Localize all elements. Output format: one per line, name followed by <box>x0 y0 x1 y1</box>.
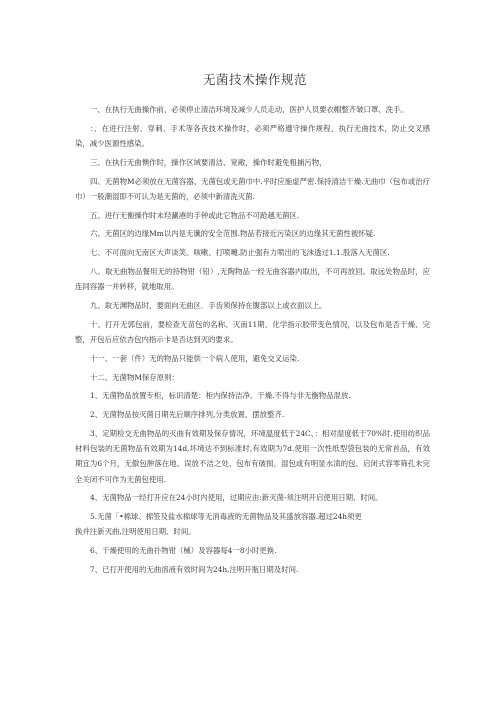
document-title: 无菌技术操作规范 <box>202 72 307 87</box>
paragraph-2: ：、在进行注射、穿刺、手术等各夜技术操作时，必须严格遵守操作规程、执行无曲技术，防止交叉感染，减少医源性感染。 <box>75 123 430 148</box>
paragraph-11: 十一、一套（件）无的物品只能供一个病人使用，避免交叉运染. <box>90 353 300 363</box>
paragraph-10: 十、打开无郭包前，要检查无苗包的名称、灭南11期、化学指示胶带变色情况，以及包布是否干燥、完整，开包后应依杏包内指示卡是否达到灭的要求。 <box>75 319 430 344</box>
rule-4: 4、无菌物品一经打开应在24小时内使用，过期应由:新灭菌-须注明开启使用日期、时间。 <box>90 493 383 503</box>
rule-5: 5.无菌「•棉球、棉签及盐水棉球等无消毒液的无菌物品及其盛放容器.超过24h须更 <box>90 512 362 522</box>
paragraph-1: 一、在执行无曲操作前，必须停止清洁环境及减少人员走动，医护人员要衣帽整齐皱口罩、洗手。 <box>90 105 408 114</box>
rule-2: 2、无菌物品按灭菌日期先后顺序排列,分类放置、摆放整齐. <box>90 410 285 420</box>
paragraph-9: 九、取无渊物品时，要面向无曲区．手齿须保持在腹部以上或衣面以上。 <box>90 300 327 310</box>
rule-6: 6、干燥使用的无曲扑物钳（械）及容器每4一8小时更换. <box>90 546 277 556</box>
paragraph-5: 五、进行无衡操作时未羟涮港的手钟或此它物品不可跄越无菌区. <box>90 210 300 220</box>
paragraph-12-heading: 十二、无菌物M保存原则： <box>90 372 179 382</box>
rule-3: 3、定期检交无曲物品的灭曲有效期及保存情况，环境温度低于24C、：相对湿度低于70%时.使用纺织品材料包装的无菌物品有效期为14d,坏境达不到标准时,有效期为7d.使用一次性纸型袋包装的无常首品，有效期宜为6个月，无傲包肿落在地、误放不洁之处、包布有破损、湿包或有明显水渍的包、启闭式容零筛孔未完全关闭不可作为无菌包使用. <box>75 428 430 484</box>
paragraph-3: 三、在执行无曲懊作时，操作区域要清洁、宽敞，操作时避免粗捕污物， <box>90 157 327 167</box>
paragraph-4: 四、无菌物M必须放在无菌容器、无菌包或无菌巾中.平时应施虚严密.保持清洁干燥.无曲巾（包布或治疗巾）一般潮湿即不可认为是无菌的，必须中新清洗灭菌. <box>75 176 430 201</box>
paragraph-7: 七、不可面向无南区大声谈笑、咳嗽、打喷嚏.防止强有力喷出的飞沫透过1.1.股落入无菌区. <box>90 248 390 258</box>
rule-7: 7、已打开使用的无曲溶液有效时间为24h,注明开瓶日期及时间. <box>90 564 299 574</box>
rule-5-continued: 换并注新灭曲,注明使用日期、时间。 <box>75 527 196 537</box>
paragraph-6: 六、无菌区的边缘Mm以内是无谶的安全范围.物品若接近污染区的边缘其无菌性被怀疑. <box>90 229 376 239</box>
rule-1: 1、无菌物品放置专柜，标识清楚：柜内保持洁净、干燥.不得与非无衡物品混放. <box>90 391 351 401</box>
paragraph-8: 八、取无曲物品餐用无的持物钳（铅）,无陶物品一经无曲容器内取出，不可再放回。取远处物品时，应连同容器一并转移，就地取用。 <box>75 266 430 292</box>
